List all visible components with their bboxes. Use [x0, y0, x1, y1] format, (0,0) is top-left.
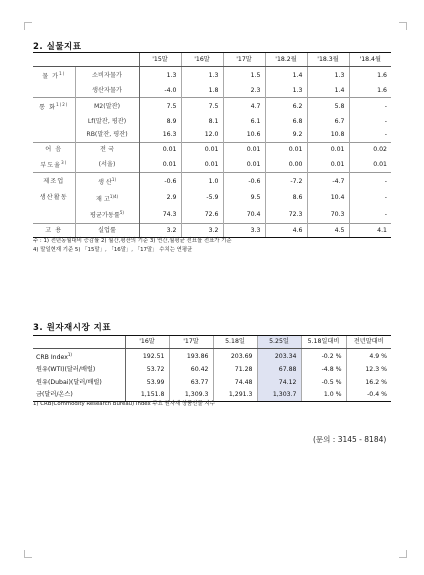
row-label — [75, 190, 139, 206]
row-label-text: 전 국 — [100, 145, 114, 153]
row-label — [75, 115, 139, 128]
table-cell: 0.00 — [265, 156, 307, 173]
table-cell: 1.3 — [265, 84, 307, 98]
row-label-text: 실업률 — [98, 226, 116, 234]
table-cell: 12.3 % — [346, 364, 391, 376]
table-cell: - — [349, 206, 391, 223]
commodity-market-table — [33, 335, 391, 402]
table-row — [33, 128, 391, 142]
row-label-text: 금(달러/온스) — [36, 390, 73, 398]
table-cell: 72.6 — [181, 206, 223, 223]
row-label — [75, 156, 139, 173]
table-cell: -0.5 % — [301, 377, 346, 389]
page-corner-mark — [399, 22, 407, 30]
row-label — [75, 84, 139, 98]
column-header: 5.18일 — [213, 336, 257, 349]
table-cell: 4.9 % — [346, 349, 391, 365]
table-cell: 6.1 — [223, 115, 265, 128]
table-cell: 63.77 — [169, 377, 213, 389]
row-label-text: 재 고 — [95, 195, 110, 203]
table-cell: 1,151.8 — [125, 389, 169, 402]
table-cell: 0.01 — [349, 156, 391, 173]
row-label-text: 생산자물가 — [92, 86, 122, 94]
row-category-label: 생산활동 — [39, 194, 68, 202]
table-cell: 9.2 — [265, 128, 307, 142]
table-cell: 2.9 — [139, 190, 181, 206]
row-label — [33, 364, 125, 376]
table-cell: -0.6 — [223, 173, 265, 190]
column-header: '18.3월 — [307, 53, 349, 67]
section-title-real-indicators: 2. 실물지표 — [33, 42, 82, 52]
row-label — [75, 206, 139, 223]
row-label — [75, 128, 139, 142]
table-cell: -4.0 — [139, 84, 181, 98]
table-cell: 1,303.7 — [257, 389, 301, 402]
table-cell: 71.28 — [213, 364, 257, 376]
table-row — [33, 142, 391, 156]
page-corner-mark — [24, 550, 32, 558]
table-cell: 0.01 — [307, 156, 349, 173]
row-label-text: 원유(WTI)(달러/배럴) — [36, 366, 96, 374]
table-cell: 4.6 — [265, 223, 307, 237]
row-label-text: CRB Index — [36, 354, 68, 362]
footnote: 1) CRB(Commodity Research Bureau) Index 주요 원자재 상품선물 지수 — [33, 401, 215, 407]
table-cell: - — [349, 98, 391, 115]
table-cell: 3.2 — [139, 223, 181, 237]
footnote: 4) 말일현재 기준 5) 「15말」, 「16말」, 「17말」 수치는 연평균 — [33, 247, 193, 253]
page-corner-mark — [399, 550, 407, 558]
row-category — [33, 67, 75, 84]
row-label — [75, 173, 139, 190]
table-cell: 0.01 — [181, 142, 223, 156]
row-label-text: RB(말잔, 평잔) — [86, 131, 128, 139]
section-title-commodity-market: 3. 원자재시장 지표 — [33, 323, 112, 333]
row-category — [33, 115, 75, 128]
row-category-label: 물 가 — [42, 73, 60, 81]
row-category — [33, 156, 75, 173]
table-row — [33, 349, 391, 365]
column-header: 5.25일 — [257, 336, 301, 349]
row-label — [33, 377, 125, 389]
row-label — [75, 142, 139, 156]
table-cell: 1.6 — [349, 67, 391, 84]
table-cell: 1.4 — [307, 84, 349, 98]
table-cell: 10.4 — [307, 190, 349, 206]
table-cell: 5.8 — [307, 98, 349, 115]
table-cell: 0.01 — [223, 156, 265, 173]
row-category-label: 제조업 — [43, 177, 65, 185]
table-cell: 4.5 — [307, 223, 349, 237]
table-cell: 53.99 — [125, 377, 169, 389]
table-cell: 6.7 — [307, 115, 349, 128]
table-cell: 192.51 — [125, 349, 169, 365]
column-header: '16말 — [125, 336, 169, 349]
row-category — [33, 190, 75, 206]
row-label — [75, 67, 139, 84]
row-category — [33, 128, 75, 142]
column-header: '18.4월 — [349, 53, 391, 67]
row-category — [33, 142, 75, 156]
table-cell: -7.2 — [265, 173, 307, 190]
table-cell: 72.3 — [265, 206, 307, 223]
real-indicators-table — [33, 52, 391, 238]
table-row — [33, 156, 391, 173]
table-cell: 4.7 — [223, 98, 265, 115]
table-cell: 3.2 — [181, 223, 223, 237]
table-row — [33, 377, 391, 389]
column-header: '15말 — [139, 53, 181, 67]
contact-info: (문의 : 3145 - 8184) — [313, 435, 387, 444]
table-header-row — [33, 336, 391, 349]
table-cell: -0.4 % — [346, 389, 391, 402]
row-label-text: M2(말잔) — [93, 102, 121, 110]
row-category-label: 부도율 — [40, 162, 62, 170]
column-header: '16말 — [181, 53, 223, 67]
row-category-label: 고 용 — [45, 226, 63, 234]
table-cell: -0.6 — [139, 173, 181, 190]
table-cell: -4.7 — [307, 173, 349, 190]
table-cell: - — [349, 190, 391, 206]
table-cell: 74.12 — [257, 377, 301, 389]
table-cell: 0.01 — [139, 156, 181, 173]
table-cell: 1.3 — [307, 67, 349, 84]
column-header: 5.18일대비 — [301, 336, 346, 349]
footnote-marker: 1) — [111, 177, 117, 183]
row-category — [33, 98, 75, 115]
footnote-marker: 5) — [119, 210, 124, 216]
footnote-marker: 1)4) — [109, 193, 119, 199]
table-cell: 0.02 — [349, 142, 391, 156]
table-cell: 1.0 % — [301, 389, 346, 402]
table-cell: 60.42 — [169, 364, 213, 376]
table-cell: -4.8 % — [301, 364, 346, 376]
table-cell: - — [349, 115, 391, 128]
table-cell: 12.0 — [181, 128, 223, 142]
table-cell: 16.2 % — [346, 377, 391, 389]
table-cell: 1.3 — [181, 67, 223, 84]
row-label — [33, 349, 125, 365]
table-cell: 1.4 — [265, 67, 307, 84]
table-cell: -5.9 — [181, 190, 223, 206]
row-label-text: (서울) — [98, 160, 116, 168]
table-cell: 6.2 — [265, 98, 307, 115]
table-cell: 1.3 — [139, 67, 181, 84]
table-cell: 1,291.3 — [213, 389, 257, 402]
table-cell: 203.69 — [213, 349, 257, 365]
row-category-label: 통 화 — [39, 104, 57, 112]
row-label — [75, 98, 139, 115]
table-cell: 8.6 — [265, 190, 307, 206]
footnote-marker: 1)2) — [56, 102, 69, 108]
row-label-text: 소비자물가 — [92, 71, 122, 79]
row-category-label: 어 음 — [45, 145, 63, 153]
table-row — [33, 173, 391, 190]
table-cell: 74.3 — [139, 206, 181, 223]
table-cell: 10.6 — [223, 128, 265, 142]
table-cell: - — [349, 128, 391, 142]
table-cell: 3.3 — [223, 223, 265, 237]
row-category — [33, 206, 75, 223]
table-cell: 2.3 — [223, 84, 265, 98]
table-cell: 16.3 — [139, 128, 181, 142]
table-cell: 70.4 — [223, 206, 265, 223]
footnote-marker: 3) — [61, 159, 68, 165]
table-cell: 0.01 — [223, 142, 265, 156]
footnote-marker: 1) — [67, 352, 72, 358]
table-cell: 1.6 — [349, 84, 391, 98]
table-cell: -0.2 % — [301, 349, 346, 365]
table-row — [33, 364, 391, 376]
row-category — [33, 173, 75, 190]
table-row — [33, 190, 391, 206]
column-header: '17말 — [223, 53, 265, 67]
table-row — [33, 98, 391, 115]
table-row — [33, 206, 391, 223]
row-label-text: 생 산 — [97, 179, 112, 187]
table-cell: - — [349, 173, 391, 190]
column-header: '17말 — [169, 336, 213, 349]
table-cell: 1.8 — [181, 84, 223, 98]
table-header-row — [33, 53, 391, 67]
column-header: '18.2월 — [265, 53, 307, 67]
table-cell: 6.8 — [265, 115, 307, 128]
table-cell: 53.72 — [125, 364, 169, 376]
footnote: 주 : 1) 전년동월대비 증감률 2) 월간,평잔의 기준 3) 연간,월평균 전표를 전표가 기준 — [33, 238, 232, 244]
table-cell: 8.1 — [181, 115, 223, 128]
table-cell: 1.5 — [223, 67, 265, 84]
table-row — [33, 115, 391, 128]
table-cell: 70.3 — [307, 206, 349, 223]
table-cell: 8.9 — [139, 115, 181, 128]
table-cell: 0.01 — [307, 142, 349, 156]
row-label-text: 평균가동률 — [90, 212, 120, 220]
table-cell: 0.01 — [139, 142, 181, 156]
table-cell: 9.5 — [223, 190, 265, 206]
table-cell: 7.5 — [139, 98, 181, 115]
column-header: 전년말대비 — [346, 336, 391, 349]
table-cell: 0.01 — [181, 156, 223, 173]
table-cell: 1.0 — [181, 173, 223, 190]
table-cell: 4.1 — [349, 223, 391, 237]
row-category — [33, 84, 75, 98]
footnote-marker: 1) — [59, 71, 66, 77]
table-cell: 1,309.3 — [169, 389, 213, 402]
table-cell: 74.48 — [213, 377, 257, 389]
table-cell: 7.5 — [181, 98, 223, 115]
table-cell: 10.8 — [307, 128, 349, 142]
table-cell: 0.01 — [265, 142, 307, 156]
table-cell: 193.86 — [169, 349, 213, 365]
table-cell: 203.34 — [257, 349, 301, 365]
table-cell: 67.88 — [257, 364, 301, 376]
table-row — [33, 84, 391, 98]
page-corner-mark — [24, 22, 32, 30]
row-label-text: 원유(Dubai)(달러/배럴) — [36, 378, 102, 386]
table-row — [33, 67, 391, 84]
row-label-text: Lf(말잔, 평잔) — [87, 117, 127, 125]
